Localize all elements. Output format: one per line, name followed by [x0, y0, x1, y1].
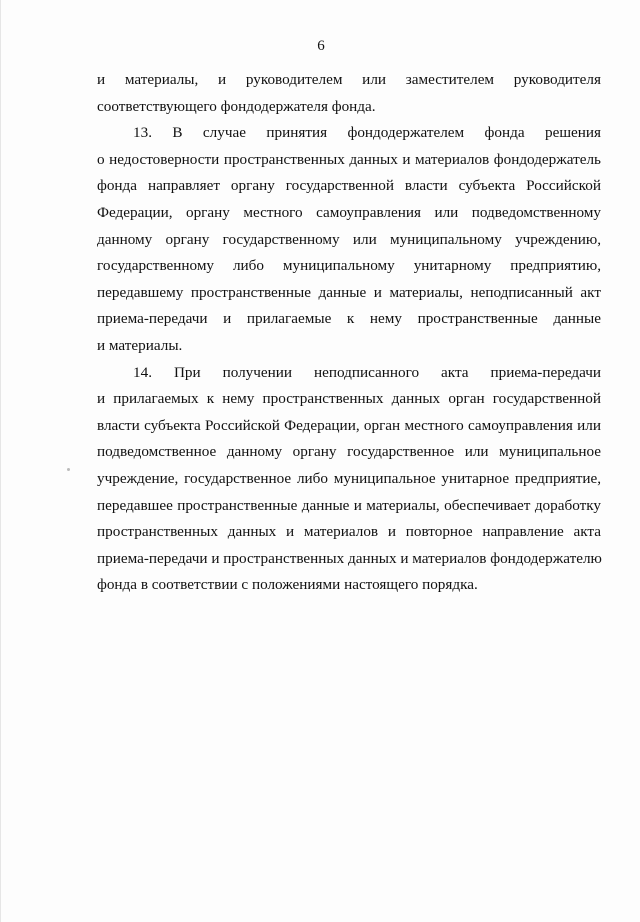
text-line: приема-передачи и прилагаемые к нему пространственные данные [97, 310, 601, 328]
text-line: и прилагаемых к нему пространственных данных орган государственной [97, 390, 601, 408]
document-body [97, 67, 601, 599]
text-line: приема-передачи и пространственных данных и материалов фондодержателю [97, 549, 602, 567]
text-line: и материалы, и руководителем или заместителем руководителя [97, 71, 601, 88]
text-line: данному органу государственному или муниципальному учреждению, [97, 230, 601, 248]
text-line: фонда в соответствии с положениями настоящего порядка. [97, 576, 478, 594]
text-line: учреждение, государственное либо муниципальное унитарное предприятие, [97, 469, 601, 487]
text-line: государственному либо муниципальному унитарному предприятию, [97, 257, 601, 275]
paragraph-continuation [97, 67, 601, 120]
paragraph-13 [97, 120, 601, 359]
page-number: 6 [317, 38, 325, 54]
text-line: подведомственное данному органу государственное или муниципальное [97, 443, 601, 461]
text-line: соответствующего фондодержателя фонда. [97, 97, 376, 115]
text-line: фонда направляет органу государственной власти субъекта Российской [97, 177, 601, 195]
text-line: власти субъекта Российской Федерации, орган местного самоуправления или [97, 416, 601, 434]
text-line: и материалы. [97, 336, 183, 354]
text-line: о недостоверности пространственных данных и материалов фондодержатель [97, 150, 601, 168]
text-line: передавшему пространственные данные и материалы, неподписанный акт [97, 283, 601, 301]
text-line: пространственных данных и материалов и повторное направление акта [97, 523, 601, 541]
scan-speck [67, 468, 70, 471]
text-line: Федерации, органу местного самоуправления или подведомственному [97, 203, 601, 221]
paragraph-14 [97, 360, 601, 599]
text-line: 14. При получении неподписанного акта приема-передачи [133, 363, 601, 381]
text-line: 13. В случае принятия фондодержателем фонда решения [133, 124, 601, 142]
text-line: передавшее пространственные данные и материалы, обеспечивает доработку [97, 496, 601, 514]
